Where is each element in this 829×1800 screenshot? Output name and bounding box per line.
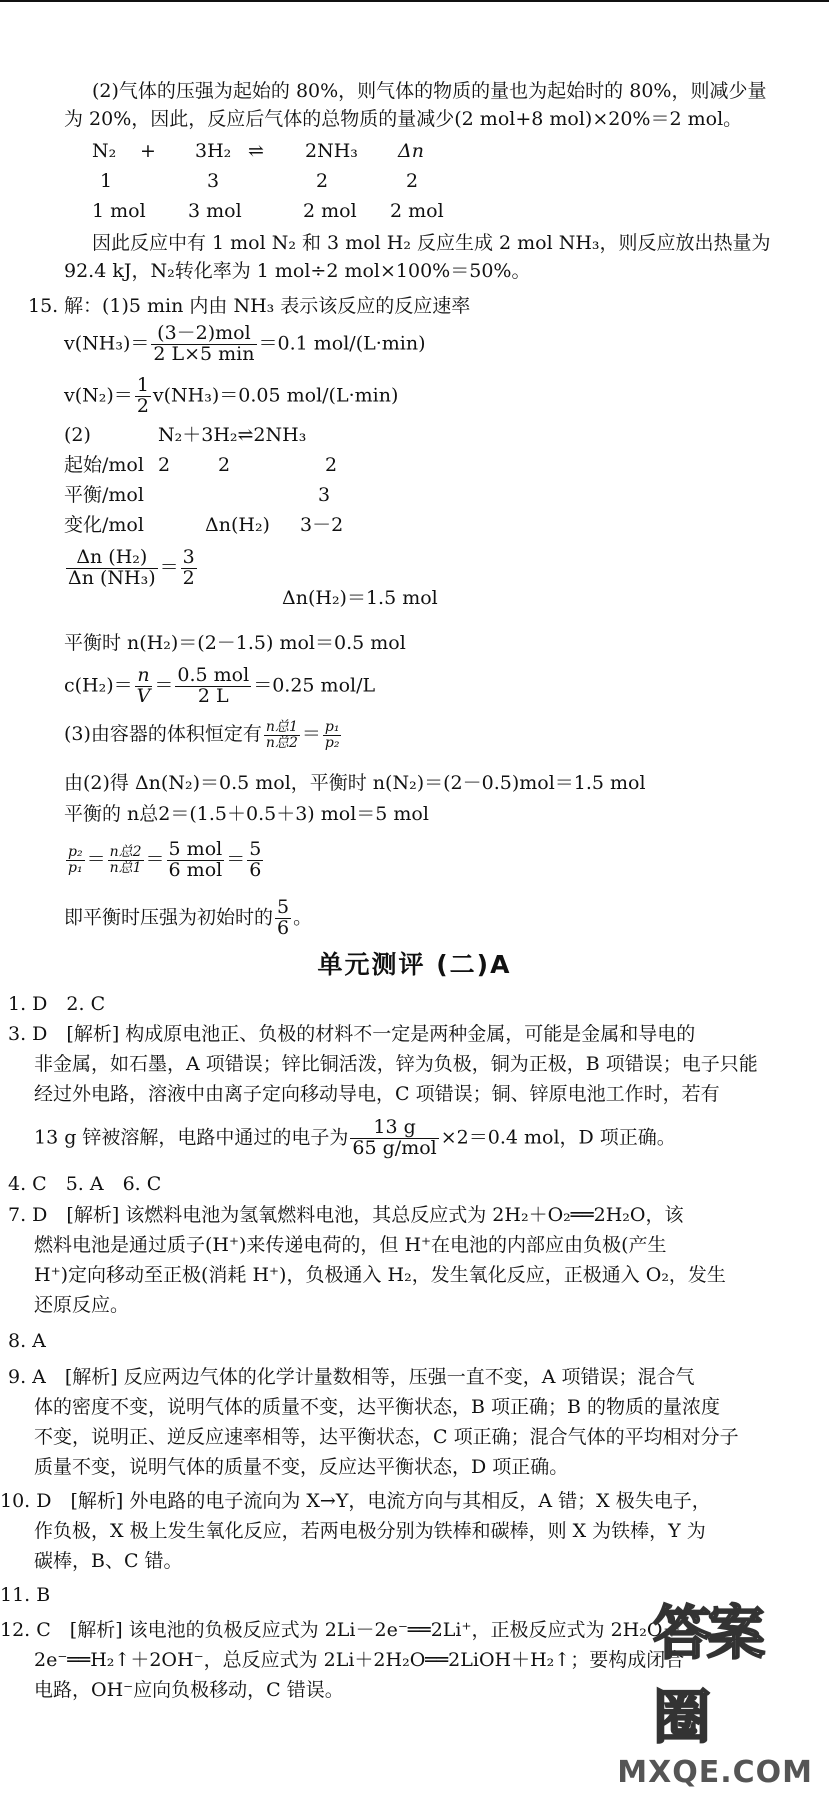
answer-line: 7. D [解析] 该燃料电池为氢氧燃料电池，其总反应式为 2H₂＋O₂══2H₂O，该 [8, 1204, 684, 1226]
watermark-site: MXQE.COM [617, 1755, 813, 1790]
fraction-numerator: 5 mol [168, 838, 223, 860]
text-line: 由(2)得 Δn(N₂)＝0.5 mol，平衡时 n(N₂)＝(2－0.5)mol＝1.5 mol [64, 772, 646, 794]
answer-line: 11. B [0, 1584, 51, 1606]
answer-line: 4. C 5. A 6. C [8, 1173, 162, 1195]
row-label: 起始/mol [64, 454, 144, 476]
formula-part: ×2＝0.4 mol，D 项正确。 [440, 1126, 676, 1149]
fraction-denominator: 6 [277, 916, 290, 939]
part-label: (2) [64, 424, 91, 446]
formula-part: 。 [293, 906, 313, 929]
text-line: 平衡时 n(H₂)＝(2－1.5) mol＝0.5 mol [64, 632, 406, 654]
formula-line: c(H₂)＝ $\frac{n}{V}$ ＝ $\frac{\text{0.5 mol}}{2 L}$ ＝0.25 mol/L [64, 664, 376, 707]
row-label: 平衡/mol [64, 484, 144, 506]
cell: 3 [207, 170, 220, 192]
watermark-logo: 答案圈 [653, 1599, 762, 1751]
formula-part: v(N₂)＝ [64, 384, 133, 407]
answer-line: 经过外电路，溶液中由离子定向移动导电，C 项错误；铜、锌原电池工作时，若有 [34, 1083, 720, 1105]
cell: 2 [218, 454, 231, 476]
fraction-denominator: 6 mol [168, 858, 223, 881]
watermark [617, 1599, 823, 1796]
fraction-denominator: n总2 [265, 734, 298, 751]
cell: 2 [316, 170, 329, 192]
answer-line: 10. D [解析] 外电路的电子流向为 X→Y，电流方向与其相反，A 错；X 极失电子， [0, 1490, 711, 1512]
answer-line: 1. D 2. C [8, 993, 106, 1015]
answer-line: 2e⁻══H₂↑＋2OH⁻，总反应式为 2Li＋2H₂O══2LiOH＋H₂↑；要构成闭合 [34, 1649, 685, 1671]
fraction-numerator: n总1 [265, 719, 298, 735]
formula-part: c(H₂)＝ [64, 674, 133, 697]
fraction-denominator: 2 L [197, 684, 229, 707]
formula-part: v(NH₃)＝0.05 mol/(L·min) [152, 384, 399, 407]
text-line: 解：(1)5 min 内由 NH₃ 表示该反应的反应速率 [64, 295, 471, 317]
formula-line: $\frac{\text{p₂}}{\text{p₁}}$ ＝ $\frac{\text{n总2}}{\text{n总1}}$ ＝ $\frac{\text{5 mol}}{\text{6 mol}}$ ＝ $\frac{5}{6}$ [68, 838, 262, 881]
answer-line: 体的密度不变，说明气体的质量不变，达平衡状态，B 项正确；B 的物质的量浓度 [34, 1396, 721, 1418]
cell: N₂ [92, 140, 117, 162]
formula-part: 13 g 锌被溶解，电路中通过的电子为 [34, 1126, 349, 1149]
cell: 3 [318, 484, 331, 506]
cell: 1 [100, 170, 113, 192]
cell: ⇌ [248, 140, 264, 162]
answer-line: 电路，OH⁻应向负极移动，C 错误。 [34, 1679, 344, 1701]
answer-line: 9. A [解析] 反应两边气体的化学计量数相等，压强一直不变，A 项错误；混合气 [8, 1366, 695, 1388]
answer-line: 非金属，如石墨，A 项错误；锌比铜活泼，锌为负极，铜为正极，B 项错误；电子只能 [34, 1053, 758, 1075]
formula-part: (3)由容器的体积恒定有 [64, 723, 262, 746]
cell: 1 mol [92, 200, 146, 222]
cell: Δn [398, 140, 424, 162]
fraction-denominator: p₁ [68, 859, 83, 876]
cell: + [140, 140, 156, 162]
answer-line: 12. C [解析] 该电池的负极反应式为 2Li－2e⁻══2Li⁺，正极反应式为 2H₂O＋ [0, 1619, 682, 1641]
cell: 2 [325, 454, 338, 476]
fraction-denominator: p₂ [324, 734, 340, 751]
fraction-numerator: Δn (H₂) [66, 548, 158, 569]
formula-line: (3)由容器的体积恒定有 $\frac{\text{n总1}}{\text{n总2}}$ ＝ $\frac{\text{p₁}}{\text{p₂}}$ [64, 719, 340, 751]
fraction-denominator: Δn (NH₃) [68, 566, 156, 589]
cell: Δn(H₂) [205, 514, 270, 536]
answer-line: 碳棒，B、C 错。 [34, 1550, 183, 1572]
fraction-denominator: 65 g/mol [352, 1136, 437, 1159]
fraction-numerator: n [135, 666, 153, 687]
section-title: 单元测评 (二)A [317, 950, 512, 979]
fraction-numerator: p₂ [68, 844, 83, 861]
formula-line [64, 548, 199, 589]
text-line: (2)气体的压强为起始的 80%，则气体的物质的量也为起始时的 80%，则减少量 [92, 80, 767, 102]
fraction-numerator: 0.5 mol [177, 664, 250, 686]
answer-line: 3. D [解析] 构成原电池正、负极的材料不一定是两种金属，可能是金属和导电的 [8, 1023, 696, 1045]
text-line: 为 20%，因此，反应后气体的总物质的量减少(2 mol+8 mol)×20%＝2 mol。 [64, 108, 743, 130]
cell: 3－2 [300, 514, 344, 536]
formula-part: v(NH₃)＝ [64, 332, 150, 355]
fraction-numerator: 1 [136, 374, 149, 396]
fraction-numerator: 13 g [350, 1118, 438, 1139]
answer-line: 燃料电池是通过质子(H⁺)来传递电荷的，但 H⁺在电池的内部应由负极(产生 [34, 1234, 667, 1256]
formula-line [34, 1118, 676, 1159]
formula-part: ＝0.1 mol/(L·min) [258, 332, 426, 355]
formula-part: ＝0.25 mol/L [253, 674, 376, 697]
fraction-denominator: 2 [136, 394, 149, 417]
cell: 2NH₃ [305, 140, 358, 162]
equation: N₂＋3H₂⇌2NH₃ [158, 424, 307, 446]
formula-line: Δn(H₂)＝1.5 mol [282, 587, 438, 609]
formula-part: ＝ [159, 556, 179, 579]
question-number: 15. [28, 295, 59, 317]
answer-line: 质量不变，说明气体的质量不变，反应达平衡状态，D 项正确。 [34, 1456, 569, 1478]
formula-line [64, 376, 398, 417]
formula-line [64, 324, 426, 365]
fraction-numerator: 5 [249, 838, 262, 860]
fraction-denominator: 2 L×5 min [153, 342, 255, 365]
answer-line: 还原反应。 [34, 1294, 130, 1316]
text-line: 因此反应中有 1 mol N₂ 和 3 mol H₂ 反应生成 2 mol NH₃，则反应放出热量为 [92, 232, 771, 254]
cell: 3H₂ [195, 140, 232, 162]
text-line: 平衡的 n总2＝(1.5＋0.5＋3) mol＝5 mol [64, 803, 429, 825]
text-line: 92.4 kJ，N₂转化率为 1 mol÷2 mol×100%＝50%。 [64, 260, 531, 282]
answer-line: H⁺)定向移动至正极(消耗 H⁺)，负极通入 H₂，发生氧化反应，正极通入 O₂，发生 [34, 1264, 726, 1286]
cell: 2 [158, 454, 171, 476]
answer-line: 作负极，X 极上发生氧化反应，若两电极分别为铁棒和碳棒，则 X 为铁棒，Y 为 [34, 1520, 706, 1542]
answer-line: 不变，说明正、逆反应速率相等，达平衡状态，C 项正确；混合气体的平均相对分子 [34, 1426, 739, 1448]
fraction-numerator: 5 [277, 896, 290, 918]
cell: 2 mol [390, 200, 444, 222]
fraction-numerator: 3 [182, 546, 195, 568]
formula-line [64, 898, 312, 939]
answer-line: 8. A [8, 1330, 46, 1352]
fraction-numerator: p₁ [324, 719, 340, 735]
formula-part: 即平衡时压强为初始时的 [64, 906, 274, 929]
fraction-denominator: 2 [182, 566, 195, 589]
fraction-denominator: n总1 [109, 859, 142, 876]
fraction-denominator: V [136, 684, 151, 707]
fraction-denominator: 6 [249, 858, 262, 881]
cell: 2 mol [303, 200, 357, 222]
row-label: 变化/mol [64, 514, 144, 536]
cell: 3 mol [188, 200, 242, 222]
fraction-numerator: n总2 [109, 844, 142, 861]
fraction-numerator: (3－2)mol [151, 324, 256, 345]
cell: 2 [406, 170, 419, 192]
